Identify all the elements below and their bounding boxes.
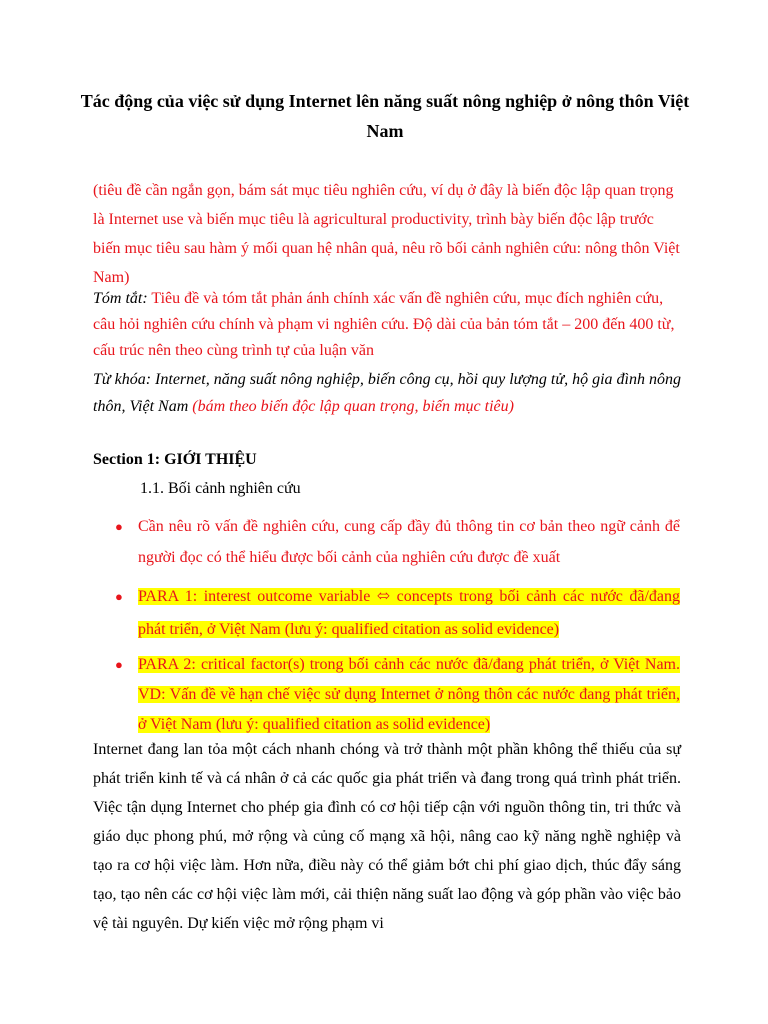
list-item [115,650,680,740]
document-title: Tác động của việc sử dụng Internet lên năng suất nông nghiệp ở nông thôn Việt Nam [80,91,690,141]
bullet-text-highlighted: PARA 2: critical factor(s) trong bối cảnh các nước đã/đang phát triển, ở Việt Nam. VD: Vấn đề về hạn chế việc sử dụng Internet ở nông thôn các nước đang phát triển, ở Việt Nam (lưu ý: qualified citation as solid evidence) [138,656,680,733]
section-heading: Section 1: GIỚI THIỆU [93,451,257,468]
abstract-label: Tóm tắt: [93,290,148,307]
keywords-text: Từ khóa: Internet, năng suất nông nghiệp, biến công cụ, hồi quy lượng tử, hộ gia đình nông thôn, Việt Nam [93,371,681,415]
list-item [115,511,680,573]
bullet-icon: ● [115,519,123,534]
abstract-guidance: Tiêu đề và tóm tắt phản ánh chính xác vấn đề nghiên cứu, mục đích nghiên cứu, câu hỏi nghiên cứu chính và phạm vi nghiên cứu. Độ dài của bản tóm tắt – 200 đến 400 từ, cấu trúc nên theo cùng trình tự của luận văn [93,290,675,359]
title-guidance-note: (tiêu đề cần ngắn gọn, bám sát mục tiêu nghiên cứu, ví dụ ở đây là biến độc lập quan trọng là Internet use và biến mục tiêu là agricultural productivity, trình bày biến độc lập trước biến mục tiêu sau hàm ý mối quan hệ nhân quả, nêu rõ bối cảnh nghiên cứu: nông thôn Việt Nam) [93,182,680,286]
list-item [115,580,680,646]
keywords-guidance: (bám theo biến độc lập quan trọng, biến mục tiêu) [188,398,514,415]
bullet-icon: ● [115,589,123,604]
keywords-block [93,366,683,420]
abstract-block [93,286,683,364]
bullet-text-highlighted: PARA 1: interest outcome variable ⬄ concepts trong bối cảnh các nước đã/đang phát triển, ở Việt Nam (lưu ý: qualified citation as solid evidence) [138,588,680,638]
subsection-heading: 1.1. Bối cảnh nghiên cứu [140,480,301,497]
bullet-text: Cần nêu rõ vấn đề nghiên cứu, cung cấp đầy đủ thông tin cơ bản theo ngữ cảnh để người đọc có thể hiểu được bối cảnh của nghiên cứu được đề xuất [138,518,680,566]
body-paragraph: Internet đang lan tỏa một cách nhanh chóng và trở thành một phần không thể thiếu của sự phát triển kinh tế và cá nhân ở cả các quốc gia phát triển và đang trong quá trình phát triển. Việc tận dụng Internet cho phép gia đình có cơ hội tiếp cận với nguồn thông tin, tri thức và giáo dục phong phú, mở rộng và củng cố mạng xã hội, nâng cao kỹ năng nghề nghiệp và tạo ra cơ hội việc làm. Hơn nữa, điều này có thể giảm bớt chi phí giao dịch, thúc đẩy sáng tạo, tạo nên các cơ hội việc làm mới, cải thiện năng suất lao động và góp phần vào việc bảo vệ tài nguyên. Dự kiến việc mở rộng phạm vi [93,741,681,932]
bullet-icon: ● [115,657,123,672]
